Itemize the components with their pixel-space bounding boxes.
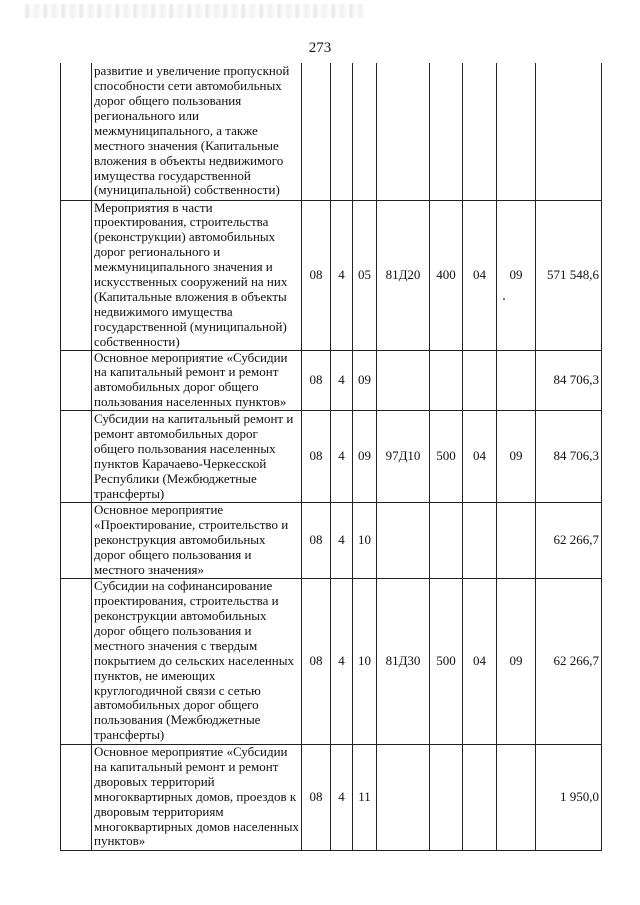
- lead-cell: [61, 744, 92, 850]
- table-row: [61, 63, 602, 200]
- section-code: 08: [302, 578, 331, 744]
- direction-code: [353, 63, 377, 200]
- expense-type-code: 500: [430, 578, 463, 744]
- target-code: [377, 350, 430, 411]
- target-code: 81Д20: [377, 200, 430, 350]
- class-code-1: [463, 63, 497, 200]
- section-code: [302, 63, 331, 200]
- class-code-2: [497, 350, 536, 411]
- scan-speck: [503, 298, 505, 300]
- target-code: [377, 63, 430, 200]
- expense-type-code: [430, 503, 463, 579]
- subsection-code: 4: [331, 350, 353, 411]
- class-code-2: 09: [497, 411, 536, 503]
- table-row: [61, 200, 602, 350]
- class-code-1: 04: [463, 200, 497, 350]
- subsection-code: 4: [331, 411, 353, 503]
- expense-type-code: 500: [430, 411, 463, 503]
- amount: [536, 63, 602, 200]
- row-name: Мероприятия в части проектирования, строительства (реконструкции) автомобильных дорог регионального и межмуниципального значения и искусственных сооружений на них (Капитальные вложения в объекты недвижимого имущества государственной (муниципальной) собственности): [92, 200, 302, 350]
- amount: 62 266,7: [536, 503, 602, 579]
- class-code-2: 09: [497, 578, 536, 744]
- class-code-2: 09: [497, 200, 536, 350]
- direction-code: 10: [353, 578, 377, 744]
- amount: 1 950,0: [536, 744, 602, 850]
- direction-code: 05: [353, 200, 377, 350]
- expense-type-code: [430, 350, 463, 411]
- class-code-1: 04: [463, 411, 497, 503]
- amount: 84 706,3: [536, 350, 602, 411]
- table-row: [61, 503, 602, 579]
- target-code: 97Д10: [377, 411, 430, 503]
- section-code: 08: [302, 200, 331, 350]
- row-name: Основное мероприятие «Субсидии на капитальный ремонт и ремонт дворовых территорий многоквартирных домов, проездов к дворовым территориям многоквартирных домов населенных пунктов»: [92, 744, 302, 850]
- section-code: 08: [302, 350, 331, 411]
- subsection-code: 4: [331, 200, 353, 350]
- amount: 62 266,7: [536, 578, 602, 744]
- section-code: 08: [302, 744, 331, 850]
- target-code: 81Д30: [377, 578, 430, 744]
- amount: 84 706,3: [536, 411, 602, 503]
- direction-code: 09: [353, 350, 377, 411]
- row-name: Субсидии на капитальный ремонт и ремонт автомобильных дорог общего пользования населенных пунктов Карачаево-Черкесской Республики (Межбюджетные трансферты): [92, 411, 302, 503]
- class-code-2: [497, 744, 536, 850]
- table-row: [61, 578, 602, 744]
- lead-cell: [61, 503, 92, 579]
- subsection-code: 4: [331, 503, 353, 579]
- class-code-2: [497, 63, 536, 200]
- class-code-1: [463, 350, 497, 411]
- direction-code: 11: [353, 744, 377, 850]
- section-code: 08: [302, 503, 331, 579]
- target-code: [377, 744, 430, 850]
- class-code-1: 04: [463, 578, 497, 744]
- lead-cell: [61, 350, 92, 411]
- scan-artifact: [24, 4, 364, 18]
- expense-type-code: [430, 63, 463, 200]
- row-name: развитие и увеличение пропускной способности сети автомобильных дорог общего пользования регионального или межмуниципального, а также местного значения (Капитальные вложения в объекты недвижимого имущества государственной (муниципальной) собственности): [92, 63, 302, 200]
- expense-type-code: [430, 744, 463, 850]
- section-code: 08: [302, 411, 331, 503]
- class-code-1: [463, 744, 497, 850]
- budget-table: [60, 63, 602, 851]
- lead-cell: [61, 63, 92, 200]
- row-name: Субсидии на софинансирование проектирования, строительства и реконструкции автомобильных дорог общего пользования и местного значения с твердым покрытием до сельских населенных пунктов, не имеющих круглогодичной связи с сетью автомобильных дорог общего пользования (Межбюджетные трансферты): [92, 578, 302, 744]
- lead-cell: [61, 200, 92, 350]
- direction-code: 09: [353, 411, 377, 503]
- class-code-2: [497, 503, 536, 579]
- direction-code: 10: [353, 503, 377, 579]
- page-number: 273: [308, 40, 332, 56]
- subsection-code: [331, 63, 353, 200]
- row-name: Основное мероприятие «Проектирование, строительство и реконструкция автомобильных дорог общего пользования и местного значения»: [92, 503, 302, 579]
- amount: 571 548,6: [536, 200, 602, 350]
- subsection-code: 4: [331, 744, 353, 850]
- table-row: [61, 744, 602, 850]
- lead-cell: [61, 411, 92, 503]
- subsection-code: 4: [331, 578, 353, 744]
- class-code-1: [463, 503, 497, 579]
- expense-type-code: 400: [430, 200, 463, 350]
- table-row: [61, 411, 602, 503]
- budget-table-body: [61, 63, 602, 850]
- table-row: [61, 350, 602, 411]
- target-code: [377, 503, 430, 579]
- lead-cell: [61, 578, 92, 744]
- row-name: Основное мероприятие «Субсидии на капитальный ремонт и ремонт автомобильных дорог общего пользования населенных пунктов»: [92, 350, 302, 411]
